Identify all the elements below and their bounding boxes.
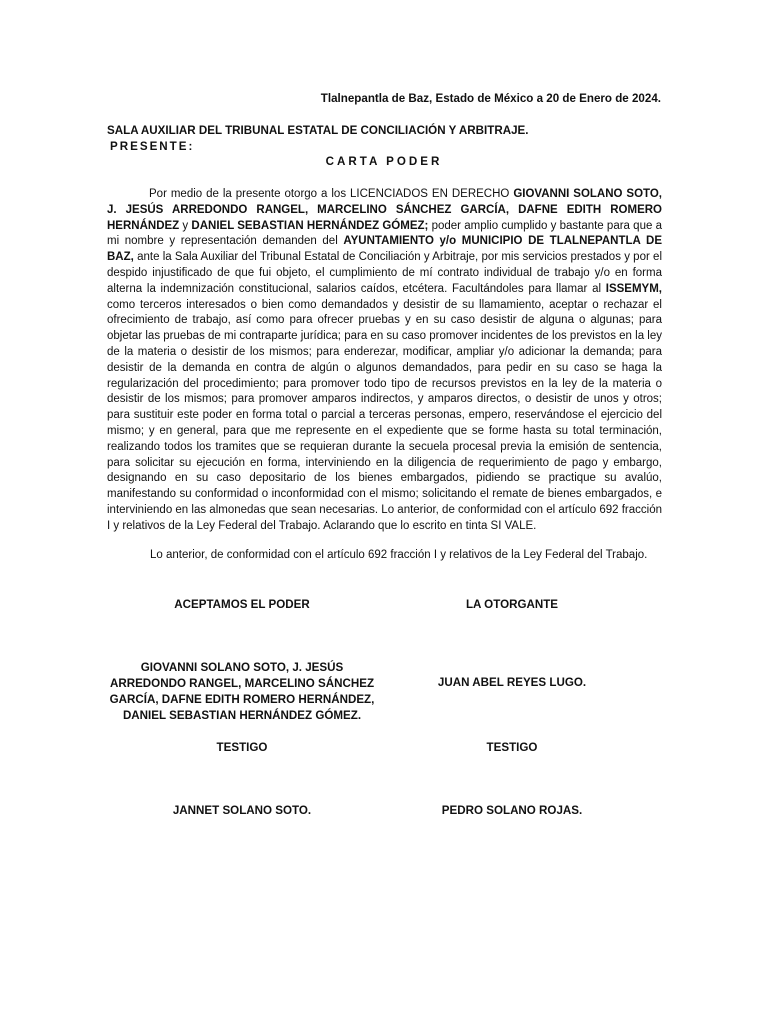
- accept-label: ACEPTAMOS EL PODER: [174, 598, 310, 611]
- defendant-bold: AYUNTAMIENTO y/o MUNICIPIO DE TLALNEPANTLA DE BAZ,: [107, 235, 662, 264]
- place-date: Tlalnepantla de Baz, Estado de México a 20 de Enero de 2024.: [320, 92, 661, 105]
- presente-label: PRESENTE:: [110, 140, 195, 153]
- witness-right-name: PEDRO SOLANO ROJAS.: [441, 804, 583, 817]
- document-title: CARTA PODER: [325, 155, 443, 168]
- body-text-3: poder amplio cumplido y bastante para que a mi nombre y representación demanden del: [107, 219, 662, 248]
- addressee: SALA AUXILIAR DEL TRIBUNAL ESTATAL DE CONCILIACIÓN Y ARBITRAJE.: [107, 124, 529, 137]
- issemym-bold: ISSEMYM,: [605, 282, 662, 295]
- attorneys-signature: GIOVANNI SOLANO SOTO, J. JESÚS ARREDONDO RANGEL, MARCELINO SÁNCHEZ GARCÍA, DAFNE EDITH ROMERO HERNÁNDEZ, DANIEL SEBASTIAN HERNÁNDEZ GÓMEZ.: [109, 661, 375, 722]
- body-text-1: Por medio de la presente otorgo a los LICENCIADOS EN DERECHO: [149, 188, 514, 200]
- body-paragraph: [107, 187, 662, 535]
- summary-paragraph: Lo anterior, de conformidad con el artículo 692 fracción I y relativos de la Ley Federal del Trabajo.: [150, 549, 648, 561]
- grantor-label: LA OTORGANTE: [465, 598, 559, 611]
- body-text-4: ante la Sala Auxiliar del Tribunal Estatal de Conciliación y Arbitraje, por mis servicios prestados y por el despido injustificado de que fui objeto, el cumplimiento de mí contrato individual de trabajo y/o en forma alterna la indemnización constitucional, salarios caídos, etcétera. Facultándoles para llamar al: [107, 251, 662, 295]
- body-text-2: y: [179, 219, 192, 232]
- attorneys-bold: GIOVANNI SOLANO SOTO, J. JESÚS ARREDONDO RANGEL, MARCELINO SÁNCHEZ GARCÍA, DAFNE EDITH ROMERO HERNÁNDEZ: [107, 188, 662, 232]
- witness-right-label: TESTIGO: [486, 741, 538, 754]
- body-text-5: como terceros interesados o bien como demandados y desistir de su llamamiento, aceptar o rechazar el ofrecimiento de trabajo, así como para ofrecer pruebas y en su caso desistir de alguna o algunas; para objetar las pruebas de mi contraparte jurídica; para en su caso promover incidentes de los previstos en la ley de la materia o desistir de los mismos; para enderezar, modificar, ampliar y/o adicionar la demanda; para desistir de la demanda en contra de algún o algunos demandados, para pedir en su caso se haga la regularización del procedimiento; para promover todo tipo de recursos previstos en la ley de la materia o desistir de los mismos; para promover amparos indirectos, y amparos directos, o desistir de unos y otros; para sustituir este poder en forma total o parcial a terceras personas, empero, reservándose el ejercicio del mismo; y en general, para que me represente en el expediente que se forme hasta su total terminación, realizando todos los tramites que se requieran durante la secuela procesal previa la emisión de sentencia, para solicitar su ejecución en forma, interviniendo en la diligencia de requerimiento de pago y embargo, designando en su caso depositario de los bienes embargados, pidiendo se practique su avalúo, manifestando su conformidad o inconformidad con el mismo; solicitando el remate de bienes embargados, e interviniendo en las almonedas que sean necesarias. Lo anterior, de conformidad con el artículo 692 fracción I y relativos de la Ley Federal del Trabajo. Aclarando que lo escrito en tinta SI VALE.: [107, 298, 662, 532]
- attorney-last-bold: DANIEL SEBASTIAN HERNÁNDEZ GÓMEZ;: [191, 219, 429, 232]
- witness-left-label: TESTIGO: [216, 741, 268, 754]
- grantor-name: JUAN ABEL REYES LUGO.: [437, 676, 587, 689]
- witness-left-name: JANNET SOLANO SOTO.: [172, 804, 312, 817]
